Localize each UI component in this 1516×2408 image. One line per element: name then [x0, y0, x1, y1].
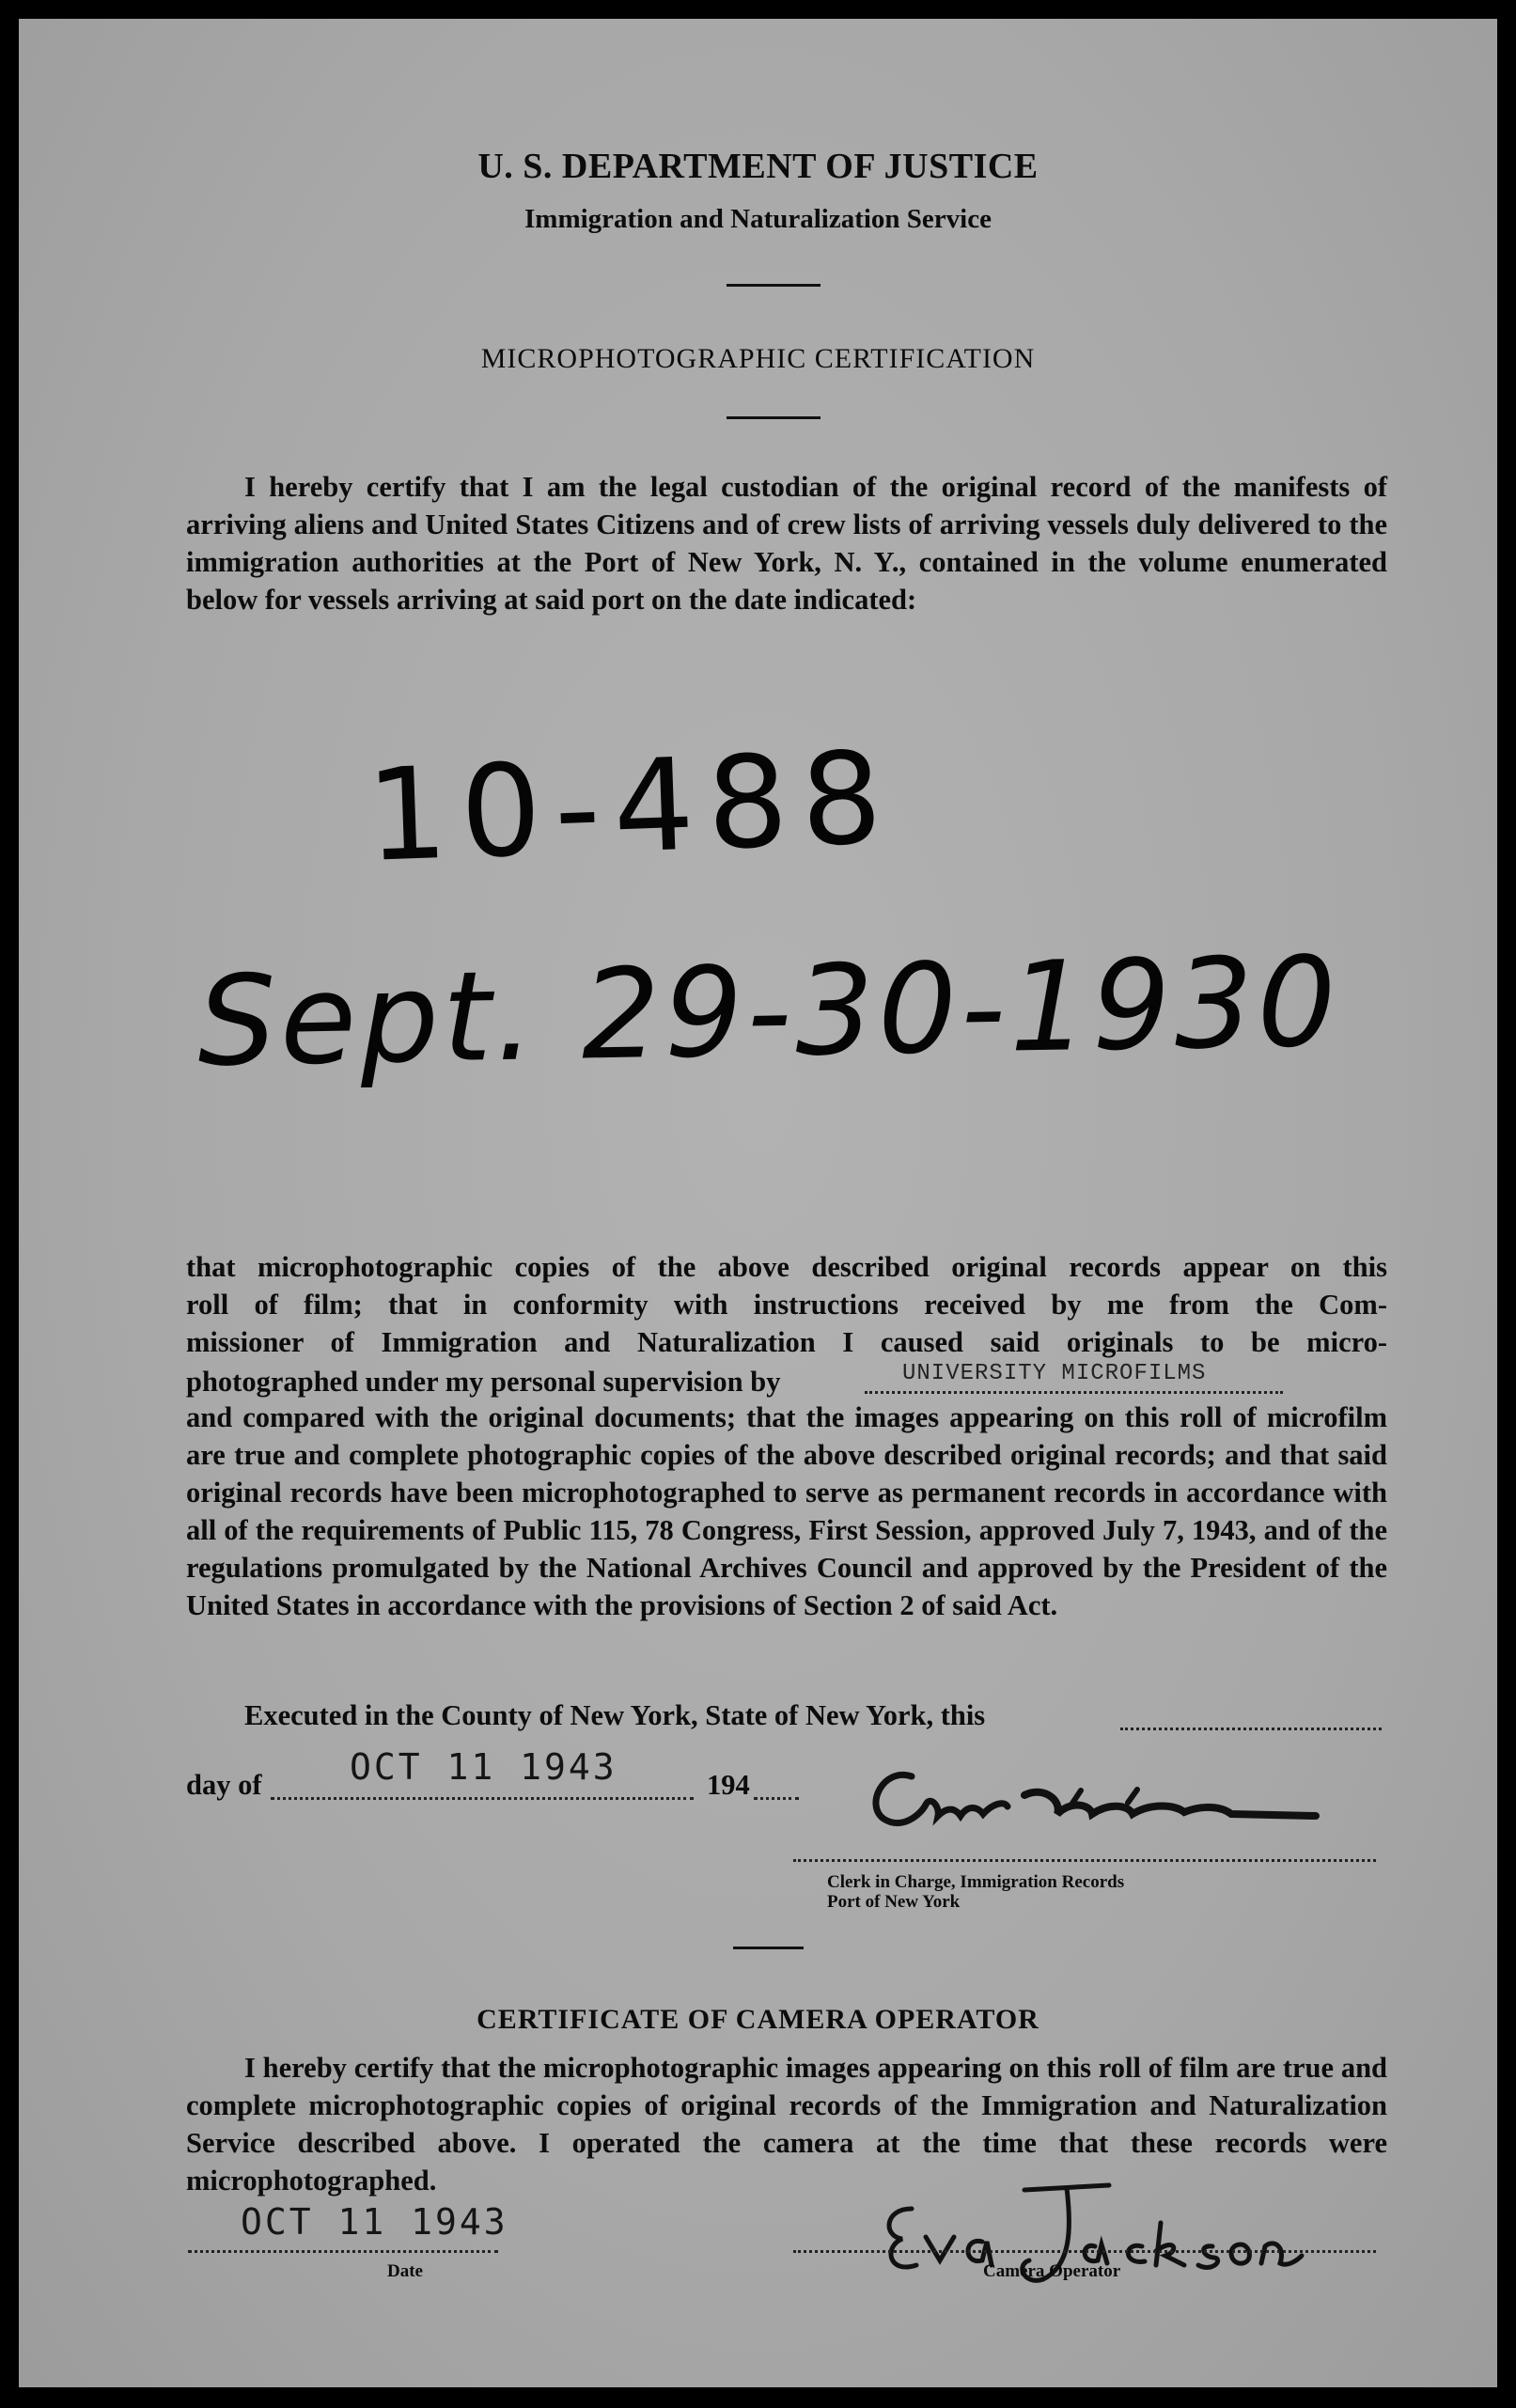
- day-of-line: [271, 1797, 694, 1800]
- service-subheading: Immigration and Naturalization Service: [524, 204, 992, 234]
- body-line-4: photographed under my personal supervision by: [186, 1366, 781, 1398]
- year-line: [754, 1797, 799, 1800]
- executed-day-line: [1120, 1728, 1382, 1730]
- camera-date-line: [188, 2250, 498, 2253]
- date-label: Date: [387, 2261, 423, 2281]
- camera-date-stamp: OCT 11 1943: [241, 2201, 508, 2243]
- executed-statement: Executed in the County of New York, State of New York, this: [244, 1699, 986, 1731]
- clerk-title: Clerk in Charge, Immigration Records: [827, 1872, 1125, 1892]
- certificate-document: [19, 19, 1497, 2387]
- camera-certificate-title: CERTIFICATE OF CAMERA OPERATOR: [477, 2004, 1039, 2035]
- year-prefix: 194: [707, 1769, 750, 1801]
- clerk-signature-line: [793, 1859, 1376, 1862]
- body-line-1: that microphotographic copies of the above described original records appear on this: [186, 1251, 1387, 1283]
- divider: [727, 284, 821, 287]
- clerk-signature: [846, 1748, 1372, 1852]
- body-line-2: roll of film; that in conformity with instructions received by me from the Com-: [186, 1289, 1387, 1321]
- photographer-name: UNIVERSITY MICROFILMS: [902, 1361, 1207, 1386]
- camera-operator-line: [793, 2250, 1376, 2253]
- handwritten-date-range: Sept. 29-30-1930: [195, 930, 1341, 1095]
- handwritten-volume-number: 10-488: [364, 724, 898, 890]
- executed-date-stamp: OCT 11 1943: [350, 1746, 617, 1788]
- photographer-line: [865, 1391, 1283, 1394]
- divider: [727, 416, 821, 419]
- day-of-label: day of: [186, 1769, 262, 1801]
- divider: [733, 1947, 804, 1949]
- camera-operator-label: Camera Operator: [983, 2261, 1121, 2281]
- body-line-3: missioner of Immigration and Naturalization I caused said originals to be micro-: [186, 1326, 1387, 1358]
- body-remainder: and compared with the original documents; that the images appearing on this roll of microfilm are true and complete photographic copies of the above described original records; and that said original records have been microphotographed to serve as permanent records in accordance with all of the requirements of Public 115, 78 Congress, First Session, approved July 7, 1943, and of the regulations promulgated by the National Archives Council and approved by the President of the United States in accordance with the provisions of Section 2 of said Act.: [186, 1401, 1387, 1621]
- camera-certificate-paragraph: I hereby certify that the microphotographic images appearing on this roll of film are true and complete microphotographic copies of original records of the Immigration and Naturalization Service described above. I operated the camera at the time that these records were microphotographed.: [186, 2052, 1387, 2197]
- clerk-location: Port of New York: [827, 1892, 961, 1912]
- department-heading: U. S. DEPARTMENT OF JUSTICE: [477, 147, 1039, 186]
- certification-title: MICROPHOTOGRAPHIC CERTIFICATION: [480, 343, 1036, 374]
- intro-paragraph: I hereby certify that I am the legal custodian of the original record of the manifests of arriving aliens and United States Citizens and of crew lists of arriving vessels duly delivered to the immigration authorities at the Port of New York, N. Y., contained in the volume enumerated below for vessels arriving at said port on the date indicated:: [186, 471, 1387, 616]
